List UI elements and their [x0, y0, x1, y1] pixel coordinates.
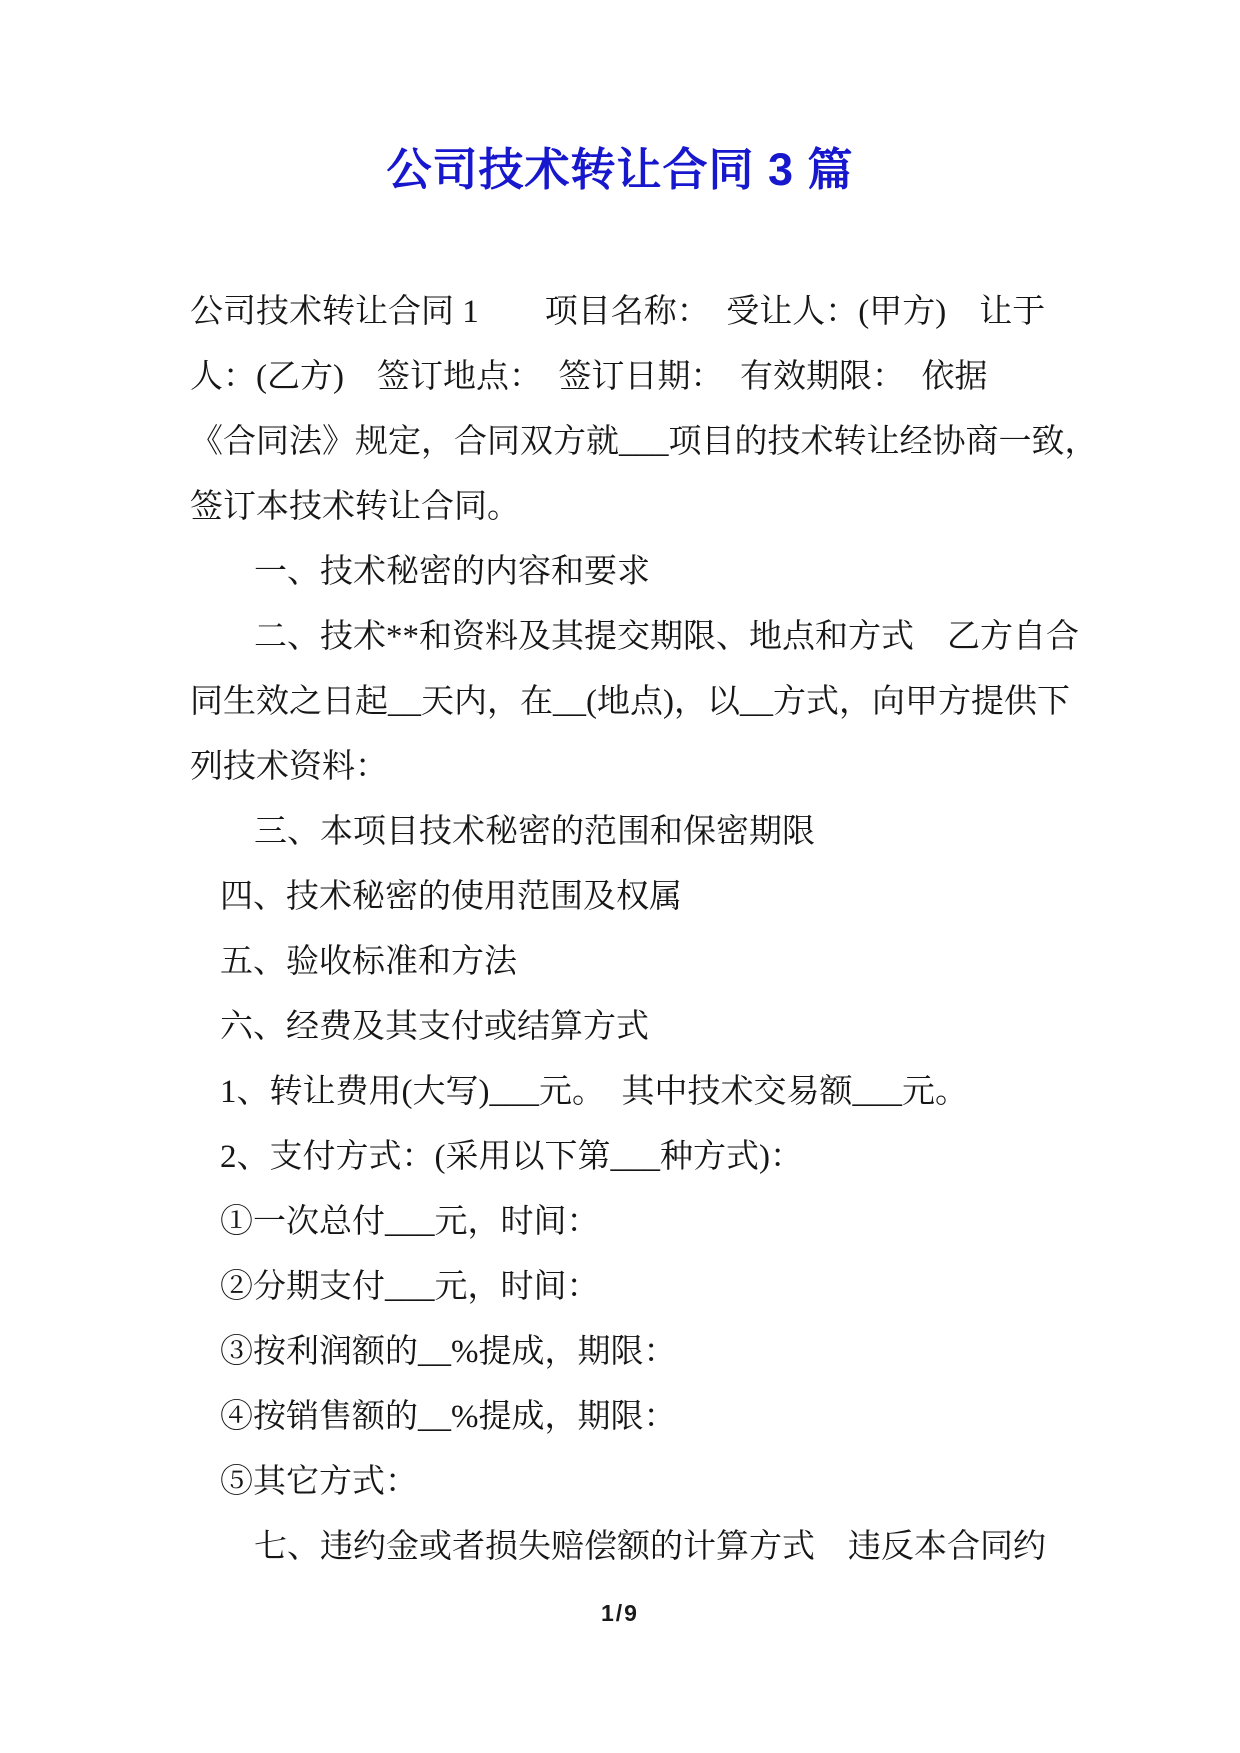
contract-line: 四、技术秘密的使用范围及权属: [220, 879, 682, 915]
contract-line: 六、经费及其支付或结算方式: [220, 1009, 649, 1045]
contract-line: ①一次总付___元，时间：: [220, 1204, 600, 1240]
contract-line: 公司技术转让合同 1 项目名称： 受让人：(甲方) 让于: [190, 294, 1046, 330]
contract-line: 列技术资料：: [190, 749, 388, 785]
contract-line: ④按销售额的__%提成，期限：: [220, 1399, 677, 1435]
contract-line: ③按利润额的__%提成，期限：: [220, 1334, 677, 1370]
contract-line: 1、转让费用(大写)___元。 其中技术交易额___元。: [220, 1074, 968, 1110]
contract-line: 签订本技术转让合同。: [190, 489, 520, 525]
contract-line: 三、本项目技术秘密的范围和保密期限: [254, 814, 815, 850]
contract-line: ⑤其它方式：: [220, 1464, 418, 1500]
contract-line: 二、技术**和资料及其提交期限、地点和方式 乙方自合: [254, 619, 1079, 655]
contract-line: 五、验收标准和方法: [220, 944, 517, 980]
contract-line: 人：(乙方) 签订地点： 签订日期： 有效期限： 依据: [190, 359, 988, 395]
contract-line: 同生效之日起__天内，在__(地点)，以__方式，向甲方提供下: [190, 684, 1070, 720]
page-title: 公司技术转让合同 3 篇: [386, 144, 854, 195]
contract-body: [190, 280, 1120, 1580]
contract-line: ②分期支付___元，时间：: [220, 1269, 600, 1305]
contract-line: 一、技术秘密的内容和要求: [254, 554, 650, 590]
page-number: 1/9: [601, 1600, 639, 1626]
contract-line: 《合同法》规定，合同双方就___项目的技术转让经协商一致，: [190, 424, 1098, 460]
contract-line: 七、违约金或者损失赔偿额的计算方式 违反本合同约: [254, 1529, 1046, 1565]
contract-line: 2、支付方式：(采用以下第___种方式)：: [220, 1139, 803, 1175]
